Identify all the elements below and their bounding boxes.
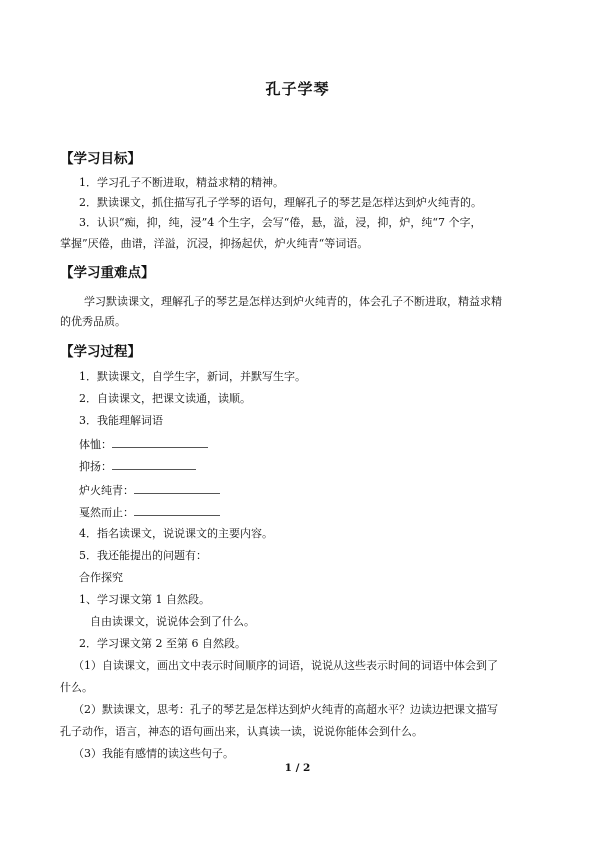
explore-step-2-q2: （2）默读课文，思考：孔子的琴艺是怎样达到炉火纯青的高超水平？边读边把课文描写 [73, 703, 498, 716]
section-heading-goals: 【学习目标】 [60, 151, 141, 167]
answer-blank[interactable] [112, 437, 208, 448]
explore-step-2-q1: （1）自读课文，画出文中表示时间顺序的词语，说说从这些表示时间的词语中体会到了 [73, 659, 498, 672]
vocab-item-luhuochunqing [79, 483, 220, 498]
page-title: 孔子学琴 [265, 80, 330, 98]
vocab-item-jiaranerzhi [79, 505, 220, 520]
vocab-item-yiyang [79, 459, 196, 474]
key-line-2: 的优秀品质。 [60, 315, 126, 328]
cooperative-explore-label: 合作探究 [79, 571, 123, 584]
key-line-1: 学习默读课文，理解孔子的琴艺是怎样达到炉火纯青的，体会孔子不断进取，精益求精 [84, 295, 502, 308]
explore-step-2-q3: （3）我能有感情的读这些句子。 [73, 747, 234, 760]
goal-line-4: 掌握”厌倦，曲谱，洋溢，沉浸，抑扬起伏，炉火纯青“等词语。 [60, 237, 369, 250]
explore-step-2: 2．学习课文第 2 至第 6 自然段。 [79, 637, 246, 650]
vocab-label: 抑扬： [79, 460, 112, 473]
process-line-2: 2．自读课文，把课文读通，读顺。 [79, 392, 251, 405]
answer-blank[interactable] [134, 483, 220, 494]
vocab-label: 体恤： [79, 438, 112, 451]
goal-line-1: 1．学习孔子不断进取，精益求精的精神。 [79, 176, 284, 189]
goal-line-3: 3．认识“痴，抑，纯，浸”4 个生字，会写“倦，悬，溢，浸，抑，炉，纯“7 个字， [79, 216, 482, 229]
process-line-1: 1．默读课文，自学生字，新词，并默写生字。 [79, 370, 306, 383]
vocab-label: 戛然而止： [79, 506, 134, 519]
explore-step-2-q1-cont: 什么。 [60, 681, 93, 694]
answer-blank[interactable] [134, 505, 220, 516]
explore-step-1-detail: 自由读课文，说说体会到了什么。 [90, 615, 255, 628]
page-number: 1 / 2 [284, 762, 311, 774]
explore-step-1: 1、学习课文第 1 自然段。 [79, 593, 210, 606]
explore-step-2-q2-cont: 孔子动作，语言，神态的语句画出来，认真读一读，说说你能体会到什么。 [60, 725, 423, 738]
process-line-5: 5．我还能提出的问题有： [79, 549, 207, 562]
process-line-4: 4．指名读课文，说说课文的主要内容。 [79, 527, 273, 540]
vocab-label: 炉火纯青： [79, 484, 134, 497]
process-line-3: 3．我能理解词语 [79, 414, 163, 427]
vocab-item-tixu [79, 437, 208, 452]
section-heading-process: 【学习过程】 [60, 344, 141, 360]
answer-blank[interactable] [112, 459, 196, 470]
goal-line-2: 2．默读课文，抓住描写孔子学琴的语句，理解孔子的琴艺是怎样达到炉火纯青的。 [79, 196, 482, 209]
section-heading-key: 【学习重难点】 [60, 265, 155, 281]
